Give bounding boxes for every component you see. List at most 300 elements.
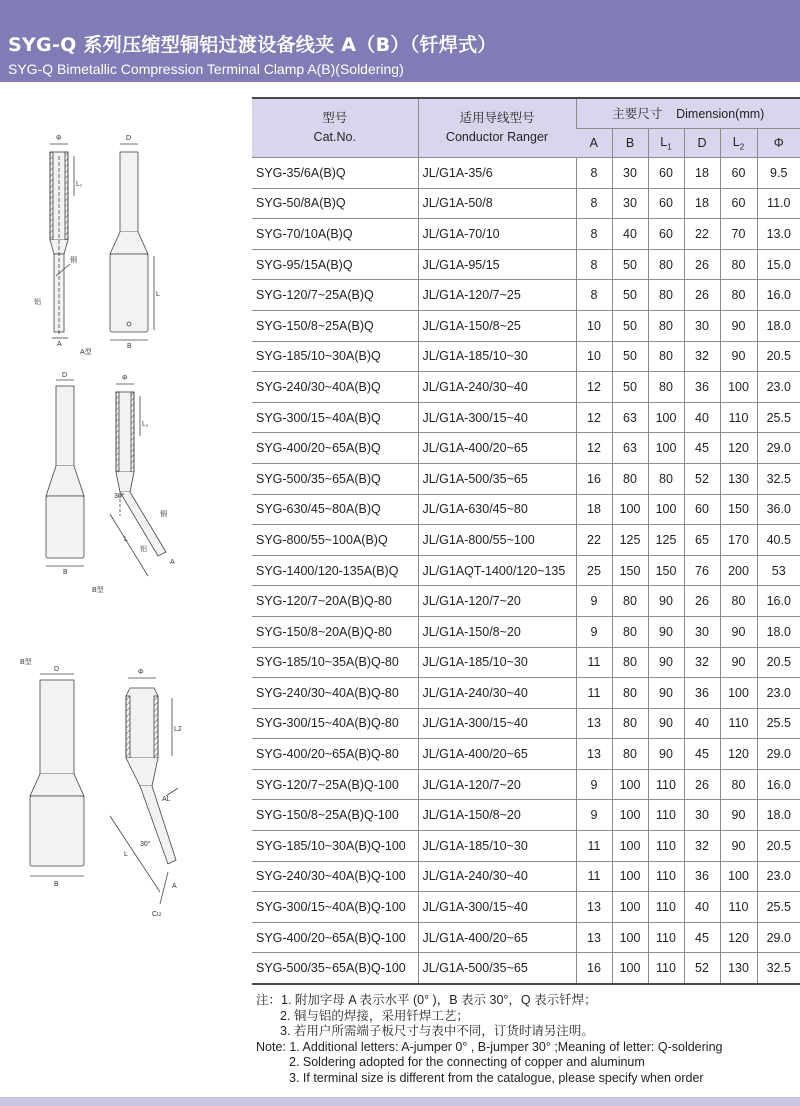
row-b-cell: 150: [612, 555, 648, 586]
footer-bar: [0, 1097, 800, 1106]
row-phi-cell: 25.5: [757, 892, 800, 923]
table-row: [252, 525, 800, 556]
row-conductor-cell: JL/G1A-400/20~65: [418, 433, 576, 464]
row-a-cell: 13: [576, 708, 612, 739]
row-a-cell: 13: [576, 739, 612, 770]
fig2-label-b: B: [63, 569, 68, 576]
row-model-cell: SYG-500/35~65A(B)Q-100: [252, 953, 418, 984]
table-row: [252, 831, 800, 862]
row-b-cell: 80: [612, 678, 648, 709]
drawing-b-type-large-elevation: [30, 674, 84, 876]
row-b-cell: 125: [612, 525, 648, 556]
row-phi-cell: 23.0: [757, 372, 800, 403]
row-b-cell: 50: [612, 310, 648, 341]
row-d-cell: 45: [684, 922, 720, 953]
table-row: [252, 739, 800, 770]
table-row: [252, 158, 800, 189]
row-d-cell: 52: [684, 463, 720, 494]
fig3-label-cu: Cu: [152, 911, 161, 918]
row-a-cell: 13: [576, 922, 612, 953]
drawing-a-type-elevation: [110, 144, 154, 340]
row-l2-cell: 60: [720, 188, 757, 219]
row-model-cell: SYG-120/7~25A(B)Q: [252, 280, 418, 311]
row-a-cell: 22: [576, 525, 612, 556]
row-l1-cell: 80: [648, 310, 684, 341]
row-b-cell: 50: [612, 280, 648, 311]
row-d-cell: 36: [684, 678, 720, 709]
row-a-cell: 12: [576, 372, 612, 403]
row-l1-cell: 100: [648, 402, 684, 433]
fig3-label-a: A: [172, 883, 177, 890]
row-conductor-cell: JL/G1A-35/6: [418, 158, 576, 189]
row-a-cell: 8: [576, 158, 612, 189]
row-d-cell: 30: [684, 310, 720, 341]
row-l1-cell: 80: [648, 249, 684, 280]
row-phi-cell: 36.0: [757, 494, 800, 525]
row-b-cell: 63: [612, 402, 648, 433]
row-phi-cell: 11.0: [757, 188, 800, 219]
row-d-cell: 32: [684, 831, 720, 862]
row-l2-cell: 100: [720, 861, 757, 892]
fig3-label-angle: 30°: [140, 841, 151, 848]
row-conductor-cell: JL/G1A-120/7~20: [418, 586, 576, 617]
row-l1-cell: 110: [648, 861, 684, 892]
row-a-cell: 11: [576, 831, 612, 862]
row-d-cell: 40: [684, 892, 720, 923]
note-cn-3: 3. 若用户所需端子板尺寸与表中不同，订货时请另注明。: [280, 1024, 594, 1038]
row-l1-cell: 90: [648, 708, 684, 739]
row-l2-cell: 130: [720, 463, 757, 494]
fig1-label-a: A: [57, 341, 62, 348]
row-conductor-cell: JL/G1A-240/30~40: [418, 678, 576, 709]
row-l2-cell: 100: [720, 372, 757, 403]
row-phi-cell: 18.0: [757, 800, 800, 831]
row-model-cell: SYG-150/8~25A(B)Q-100: [252, 800, 418, 831]
row-model-cell: SYG-240/30~40A(B)Q-100: [252, 861, 418, 892]
col-model-en: Cat.No.: [313, 130, 356, 144]
table-row: [252, 616, 800, 647]
row-model-cell: SYG-240/30~40A(B)Q: [252, 372, 418, 403]
row-l2-cell: 200: [720, 555, 757, 586]
row-b-cell: 80: [612, 708, 648, 739]
row-l2-cell: 150: [720, 494, 757, 525]
row-model-cell: SYG-185/10~30A(B)Q: [252, 341, 418, 372]
row-b-cell: 100: [612, 800, 648, 831]
page-title-en: SYG-Q Bimetallic Compression Terminal Clamp A(B)(Soldering): [8, 61, 404, 77]
row-d-cell: 60: [684, 494, 720, 525]
row-model-cell: SYG-400/20~65A(B)Q: [252, 433, 418, 464]
row-l2-cell: 90: [720, 310, 757, 341]
row-l1-cell: 60: [648, 188, 684, 219]
row-l2-cell: 110: [720, 402, 757, 433]
row-a-cell: 16: [576, 953, 612, 984]
note-en-3: 3. If terminal size is different from the catalogue, please specify when order: [289, 1070, 704, 1085]
row-model-cell: SYG-240/30~40A(B)Q-80: [252, 678, 418, 709]
fig1-label-l1: L₁: [76, 181, 83, 188]
row-d-cell: 32: [684, 341, 720, 372]
row-conductor-cell: JL/G1A-630/45~80: [418, 494, 576, 525]
row-l1-cell: 125: [648, 525, 684, 556]
row-a-cell: 9: [576, 800, 612, 831]
col-conductor-en: Conductor Ranger: [445, 130, 549, 144]
row-d-cell: 26: [684, 280, 720, 311]
row-l1-cell: 60: [648, 158, 684, 189]
row-l1-cell: 100: [648, 494, 684, 525]
row-d-cell: 30: [684, 800, 720, 831]
technical-drawings: [0, 96, 250, 936]
table-row: [252, 922, 800, 953]
row-phi-cell: 25.5: [757, 708, 800, 739]
fig3-label-l2: L2: [174, 726, 182, 733]
fig2-label-d: D: [62, 372, 68, 379]
row-a-cell: 25: [576, 555, 612, 586]
fig3-label-l: L: [124, 851, 128, 858]
table-row: [252, 372, 800, 403]
note-en-1: Note: 1. Additional letters: A-jumper 0° , B-jumper 30° ;Meaning of letter: Q-soldering: [256, 1039, 723, 1054]
row-b-cell: 40: [612, 219, 648, 250]
row-a-cell: 16: [576, 463, 612, 494]
row-l1-cell: 80: [648, 372, 684, 403]
row-l2-cell: 80: [720, 249, 757, 280]
row-phi-cell: 16.0: [757, 280, 800, 311]
fig3-label-phi: Φ: [138, 669, 144, 676]
fig1-label-d: D: [126, 135, 132, 142]
note-cn-1: 注：1. 附加字母 A 表示水平 (0° )，B 表示 30°，Q 表示钎焊；: [256, 993, 597, 1007]
row-l1-cell: 110: [648, 922, 684, 953]
row-d-cell: 30: [684, 616, 720, 647]
row-a-cell: 12: [576, 402, 612, 433]
row-l2-cell: 80: [720, 769, 757, 800]
row-conductor-cell: JL/G1A-70/10: [418, 219, 576, 250]
row-conductor-cell: JL/G1A-185/10~30: [418, 341, 576, 372]
row-d-cell: 76: [684, 555, 720, 586]
row-model-cell: SYG-150/8~25A(B)Q: [252, 310, 418, 341]
row-l2-cell: 100: [720, 678, 757, 709]
row-model-cell: SYG-185/10~35A(B)Q-80: [252, 647, 418, 678]
row-model-cell: SYG-800/55~100A(B)Q: [252, 525, 418, 556]
fig2-label-phi: Φ: [122, 375, 128, 382]
fig3-label-b: B: [54, 881, 59, 888]
row-l2-cell: 80: [720, 280, 757, 311]
row-a-cell: 18: [576, 494, 612, 525]
row-l1-cell: 90: [648, 616, 684, 647]
fig2-label-cu: 铜: [160, 511, 167, 518]
row-conductor-cell: JL/G1A-300/15~40: [418, 402, 576, 433]
table-row: [252, 555, 800, 586]
table-row: [252, 494, 800, 525]
row-l1-cell: 110: [648, 769, 684, 800]
row-phi-cell: 32.5: [757, 953, 800, 984]
row-d-cell: 40: [684, 708, 720, 739]
row-b-cell: 30: [612, 158, 648, 189]
row-l1-cell: 90: [648, 647, 684, 678]
row-d-cell: 65: [684, 525, 720, 556]
row-model-cell: SYG-500/35~65A(B)Q: [252, 463, 418, 494]
spec-table-body: [252, 158, 800, 985]
row-d-cell: 26: [684, 586, 720, 617]
row-b-cell: 63: [612, 433, 648, 464]
row-l1-cell: 110: [648, 831, 684, 862]
row-b-cell: 100: [612, 769, 648, 800]
row-l1-cell: 110: [648, 892, 684, 923]
row-l2-cell: 120: [720, 433, 757, 464]
row-a-cell: 9: [576, 586, 612, 617]
row-a-cell: 12: [576, 433, 612, 464]
fig2-caption: B型: [92, 587, 104, 594]
spec-table: [252, 97, 800, 985]
col-l1-header: $L_1$: [648, 128, 684, 158]
col-a-header: A: [576, 128, 612, 158]
table-row: [252, 953, 800, 984]
table-row: [252, 800, 800, 831]
row-model-cell: SYG-70/10A(B)Q: [252, 219, 418, 250]
row-a-cell: 9: [576, 769, 612, 800]
row-b-cell: 80: [612, 463, 648, 494]
table-row: [252, 678, 800, 709]
row-phi-cell: 15.0: [757, 249, 800, 280]
row-phi-cell: 20.5: [757, 341, 800, 372]
row-d-cell: 22: [684, 219, 720, 250]
row-conductor-cell: JL/G1AQT-1400/120~135: [418, 555, 576, 586]
row-l2-cell: 80: [720, 586, 757, 617]
row-l1-cell: 150: [648, 555, 684, 586]
row-b-cell: 100: [612, 953, 648, 984]
row-a-cell: 11: [576, 861, 612, 892]
table-row: [252, 219, 800, 250]
row-phi-cell: 16.0: [757, 769, 800, 800]
row-phi-cell: 29.0: [757, 922, 800, 953]
table-row: [252, 892, 800, 923]
fig2-label-l1: L₁: [142, 421, 149, 428]
row-phi-cell: 20.5: [757, 831, 800, 862]
row-model-cell: SYG-1400/120-135A(B)Q: [252, 555, 418, 586]
row-d-cell: 32: [684, 647, 720, 678]
row-a-cell: 13: [576, 892, 612, 923]
row-model-cell: SYG-150/8~20A(B)Q-80: [252, 616, 418, 647]
table-row: [252, 402, 800, 433]
row-model-cell: SYG-35/6A(B)Q: [252, 158, 418, 189]
row-conductor-cell: JL/G1A-50/8: [418, 188, 576, 219]
row-phi-cell: 29.0: [757, 739, 800, 770]
row-phi-cell: 16.0: [757, 586, 800, 617]
col-l2-header: $L_2$: [720, 128, 757, 158]
row-model-cell: SYG-300/15~40A(B)Q-80: [252, 708, 418, 739]
row-model-cell: SYG-300/15~40A(B)Q-100: [252, 892, 418, 923]
table-row: [252, 463, 800, 494]
row-b-cell: 80: [612, 616, 648, 647]
row-d-cell: 18: [684, 158, 720, 189]
table-row: [252, 310, 800, 341]
row-phi-cell: 18.0: [757, 616, 800, 647]
row-a-cell: 9: [576, 616, 612, 647]
header-banner: [0, 0, 800, 82]
row-l2-cell: 90: [720, 616, 757, 647]
row-l2-cell: 120: [720, 739, 757, 770]
fig1-caption: A型: [80, 349, 92, 356]
row-model-cell: SYG-400/20~65A(B)Q-80: [252, 739, 418, 770]
row-b-cell: 80: [612, 739, 648, 770]
col-conductor-header: [418, 98, 576, 158]
fig3-label-d: D: [54, 666, 60, 673]
row-d-cell: 45: [684, 433, 720, 464]
row-l2-cell: 130: [720, 953, 757, 984]
table-row: [252, 861, 800, 892]
row-conductor-cell: JL/G1A-120/7~25: [418, 280, 576, 311]
row-b-cell: 50: [612, 341, 648, 372]
table-row: [252, 433, 800, 464]
fig1-label-al: 铝: [34, 299, 41, 306]
note-cn-2: 2. 铜与铝的焊接，采用钎焊工艺；: [280, 1008, 469, 1023]
row-b-cell: 30: [612, 188, 648, 219]
row-phi-cell: 25.5: [757, 402, 800, 433]
row-b-cell: 80: [612, 647, 648, 678]
row-l2-cell: 90: [720, 647, 757, 678]
col-phi-header: Φ: [757, 128, 800, 158]
row-phi-cell: 23.0: [757, 678, 800, 709]
row-phi-cell: 13.0: [757, 219, 800, 250]
row-l2-cell: 90: [720, 831, 757, 862]
row-conductor-cell: JL/G1A-300/15~40: [418, 708, 576, 739]
row-phi-cell: 32.5: [757, 463, 800, 494]
row-a-cell: 10: [576, 341, 612, 372]
drawing-b-type-section: [110, 384, 166, 576]
row-phi-cell: 29.0: [757, 433, 800, 464]
col-dimension-cn: 主要尺寸: [612, 107, 663, 122]
row-conductor-cell: JL/G1A-300/15~40: [418, 892, 576, 923]
fig2-label-angle: 30°: [114, 493, 125, 500]
row-model-cell: SYG-630/45~80A(B)Q: [252, 494, 418, 525]
row-b-cell: 80: [612, 586, 648, 617]
row-l1-cell: 90: [648, 739, 684, 770]
row-l1-cell: 60: [648, 219, 684, 250]
row-conductor-cell: JL/G1A-150/8~25: [418, 310, 576, 341]
row-model-cell: SYG-120/7~25A(B)Q-100: [252, 769, 418, 800]
notes-section: [256, 993, 796, 1086]
drawing-b-type-elevation: [46, 380, 84, 566]
row-l2-cell: 60: [720, 158, 757, 189]
row-conductor-cell: JL/G1A-150/8~20: [418, 616, 576, 647]
row-l1-cell: 100: [648, 433, 684, 464]
table-header-row: [252, 98, 800, 128]
note-en-2: 2. Soldering adopted for the connecting of copper and aluminum: [289, 1055, 645, 1069]
fig1-label-cu: 铜: [70, 257, 77, 264]
row-conductor-cell: JL/G1A-500/35~65: [418, 953, 576, 984]
row-l1-cell: 80: [648, 280, 684, 311]
row-conductor-cell: JL/G1A-120/7~20: [418, 769, 576, 800]
row-conductor-cell: JL/G1A-240/30~40: [418, 861, 576, 892]
table-row: [252, 280, 800, 311]
row-model-cell: SYG-300/15~40A(B)Q: [252, 402, 418, 433]
row-a-cell: 11: [576, 647, 612, 678]
row-model-cell: SYG-400/20~65A(B)Q-100: [252, 922, 418, 953]
row-model-cell: SYG-50/8A(B)Q: [252, 188, 418, 219]
row-b-cell: 100: [612, 861, 648, 892]
row-phi-cell: 9.5: [757, 158, 800, 189]
row-conductor-cell: JL/G1A-400/20~65: [418, 739, 576, 770]
row-b-cell: 100: [612, 831, 648, 862]
row-d-cell: 26: [684, 769, 720, 800]
row-d-cell: 40: [684, 402, 720, 433]
fig1-label-b: B: [127, 343, 132, 350]
row-phi-cell: 20.5: [757, 647, 800, 678]
row-model-cell: SYG-185/10~30A(B)Q-100: [252, 831, 418, 862]
row-b-cell: 50: [612, 372, 648, 403]
row-l1-cell: 80: [648, 463, 684, 494]
row-a-cell: 8: [576, 219, 612, 250]
row-l1-cell: 110: [648, 800, 684, 831]
col-dimension-en: Dimension(mm): [676, 107, 765, 122]
table-row: [252, 249, 800, 280]
row-a-cell: 8: [576, 188, 612, 219]
row-l2-cell: 110: [720, 892, 757, 923]
row-model-cell: SYG-120/7~20A(B)Q-80: [252, 586, 418, 617]
table-row: [252, 647, 800, 678]
fig1-label-phi: Φ: [56, 135, 62, 142]
row-phi-cell: 23.0: [757, 861, 800, 892]
row-conductor-cell: JL/G1A-400/20~65: [418, 922, 576, 953]
col-conductor-cn: 适用导线型号: [459, 111, 535, 125]
drawing-a-type-section: [50, 144, 74, 338]
col-model-cn: 型号: [322, 111, 348, 125]
row-conductor-cell: JL/G1A-800/55~100: [418, 525, 576, 556]
row-phi-cell: 18.0: [757, 310, 800, 341]
table-row: [252, 586, 800, 617]
row-conductor-cell: JL/G1A-240/30~40: [418, 372, 576, 403]
table-row: [252, 708, 800, 739]
row-conductor-cell: JL/G1A-185/10~30: [418, 831, 576, 862]
row-phi-cell: 53: [757, 555, 800, 586]
fig3-label-al: AL: [162, 796, 171, 803]
row-l2-cell: 90: [720, 341, 757, 372]
drawing-b-type-large-section: [110, 678, 178, 904]
row-d-cell: 52: [684, 953, 720, 984]
row-model-cell: SYG-95/15A(B)Q: [252, 249, 418, 280]
fig1-label-l: L: [156, 291, 160, 298]
row-conductor-cell: JL/G1A-185/10~30: [418, 647, 576, 678]
row-d-cell: 26: [684, 249, 720, 280]
col-model-header: [252, 98, 418, 158]
row-b-cell: 100: [612, 922, 648, 953]
row-conductor-cell: JL/G1A-150/8~20: [418, 800, 576, 831]
row-b-cell: 100: [612, 892, 648, 923]
col-b-header: B: [612, 128, 648, 158]
row-l2-cell: 170: [720, 525, 757, 556]
row-b-cell: 50: [612, 249, 648, 280]
table-row: [252, 769, 800, 800]
row-a-cell: 8: [576, 249, 612, 280]
table-row: [252, 188, 800, 219]
row-l1-cell: 80: [648, 341, 684, 372]
row-l1-cell: 110: [648, 953, 684, 984]
row-l2-cell: 120: [720, 922, 757, 953]
page-title-cn: SYG-Q 系列压缩型铜铝过渡设备线夹 A（B）（钎焊式）: [8, 34, 497, 56]
row-l1-cell: 90: [648, 678, 684, 709]
row-d-cell: 36: [684, 372, 720, 403]
table-row: [252, 341, 800, 372]
col-d-header: D: [684, 128, 720, 158]
row-l2-cell: 110: [720, 708, 757, 739]
row-conductor-cell: JL/G1A-95/15: [418, 249, 576, 280]
row-a-cell: 11: [576, 678, 612, 709]
col-dimension-header: [576, 98, 800, 128]
fig2-label-l: L: [124, 536, 128, 543]
row-a-cell: 10: [576, 310, 612, 341]
fig3-caption: B型: [20, 659, 32, 666]
row-b-cell: 100: [612, 494, 648, 525]
row-d-cell: 45: [684, 739, 720, 770]
row-l2-cell: 90: [720, 800, 757, 831]
row-d-cell: 36: [684, 861, 720, 892]
